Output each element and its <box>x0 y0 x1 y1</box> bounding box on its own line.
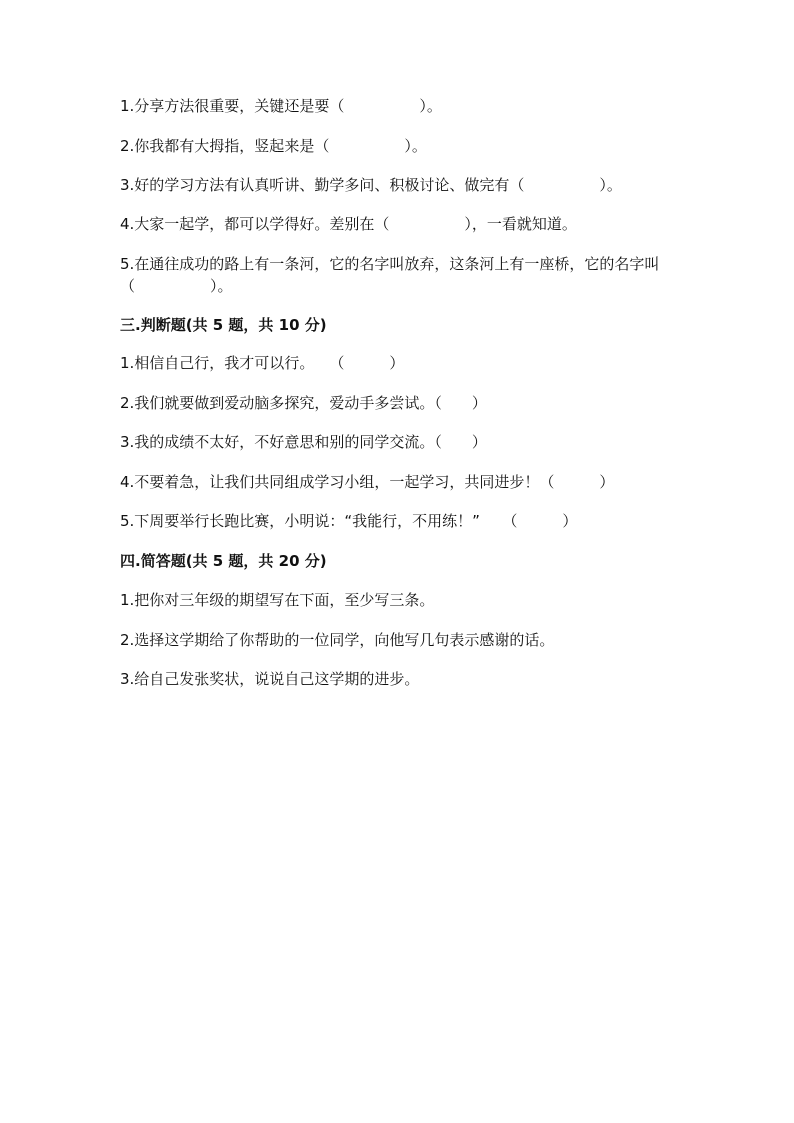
fill-blank-question-2: 2.你我都有大拇指，竖起来是（ ）。 <box>120 137 427 155</box>
judgment-question-1: 1.相信自己行，我才可以行。 （ ） <box>120 354 405 372</box>
short-answer-question-1: 1.把你对三年级的期望写在下面，至少写三条。 <box>120 591 435 609</box>
judgment-question-3: 3.我的成绩不太好，不好意思和别的同学交流。（ ） <box>120 433 487 451</box>
short-answer-question-2: 2.选择这学期给了你帮助的一位同学，向他写几句表示感谢的话。 <box>120 631 555 649</box>
judgment-question-2: 2.我们就要做到爱动脑多探究，爱动手多尝试。（ ） <box>120 394 487 412</box>
judgment-question-4: 4.不要着急，让我们共同组成学习小组，一起学习，共同进步！（ ） <box>120 473 615 491</box>
judgment-question-5: 5.下周要举行长跑比赛，小明说：“我能行，不用练！” （ ） <box>120 512 578 530</box>
judgment-section-heading: 三.判断题(共 5 题，共 10 分) <box>120 316 327 334</box>
short-answer-question-3: 3.给自己发张奖状，说说自己这学期的进步。 <box>120 670 420 688</box>
fill-blank-question-4: 4.大家一起学，都可以学得好。差别在（ ），一看就知道。 <box>120 215 577 233</box>
fill-blank-question-3: 3.好的学习方法有认真听讲、勤学多问、积极讨论、做完有（ ）。 <box>120 176 622 194</box>
short-answer-section-heading: 四.简答题(共 5 题，共 20 分) <box>120 552 327 570</box>
fill-blank-question-1: 1.分享方法很重要，关键还是要（ ）。 <box>120 97 442 115</box>
fill-blank-question-5: 5.在通往成功的路上有一条河，它的名字叫放弃，这条河上有一座桥，它的名字叫（ ）。 <box>120 255 660 295</box>
